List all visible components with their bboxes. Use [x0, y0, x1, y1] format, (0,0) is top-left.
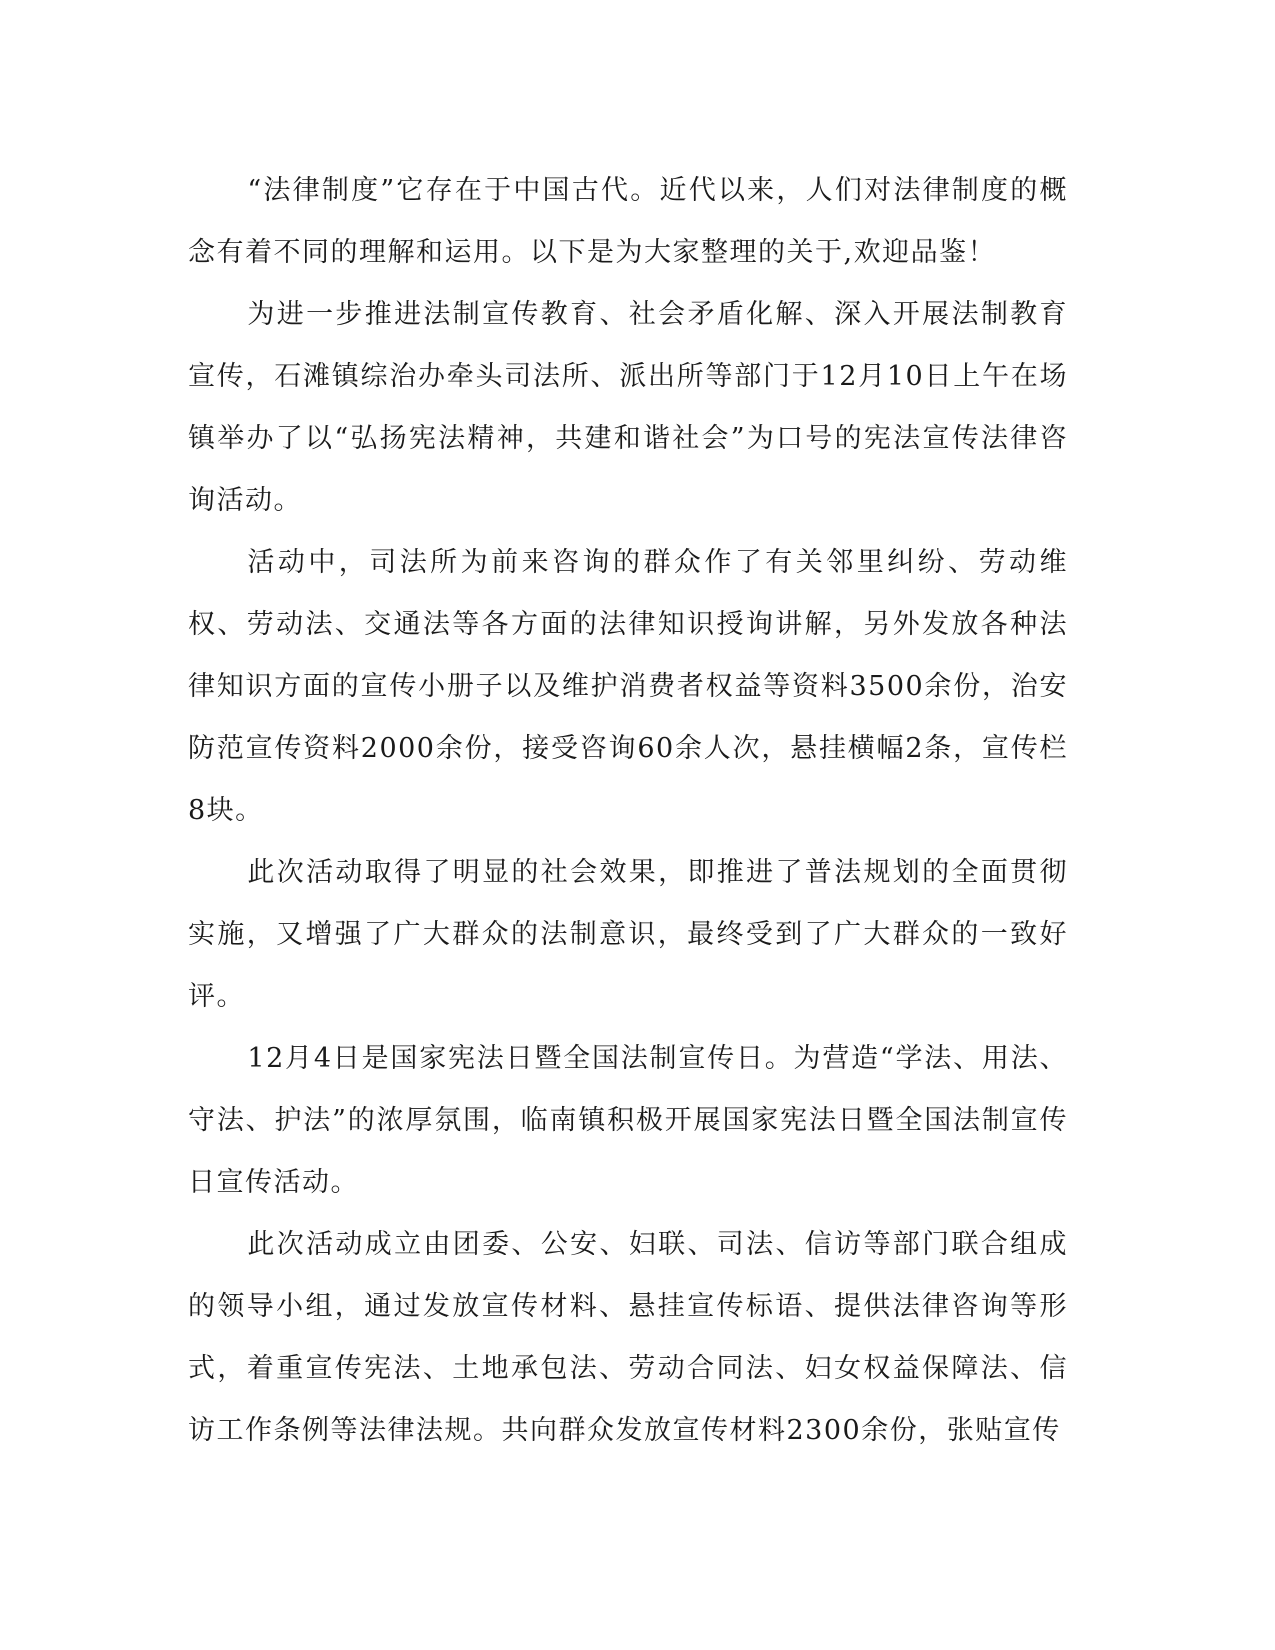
paragraph-constitution-day: 12月4日是国家宪法日暨全国法制宣传日。为营造“学法、用法、守法、护法”的浓厚氛围，临南镇积极开展国家宪法日暨全国法制宣传日宣传活动。 — [188, 1043, 1068, 1198]
paragraph-activity-details: 活动中，司法所为前来咨询的群众作了有关邻里纠纷、劳动维权、劳动法、交通法等各方面的法律知识授询讲解，另外发放各种法律知识方面的宣传小册子以及维护消费者权益等资料3500余份，治安防范宣传资料2000余份，接受咨询60余人次，悬挂横幅2条，宣传栏8块。 — [188, 547, 1068, 826]
paragraph-effect: 此次活动取得了明显的社会效果，即推进了普法规划的全面贯彻实施，又增强了广大群众的法制意识，最终受到了广大群众的一致好评。 — [188, 857, 1068, 1012]
paragraph-shitan-event: 为进一步推进法制宣传教育、社会矛盾化解、深入开展法制教育宣传，石滩镇综治办牵头司法所、派出所等部门于12月10日上午在场镇举办了以“弘扬宪法精神，共建和谐社会”为口号的宪法宣传法律咨询活动。 — [188, 299, 1068, 516]
paragraph-intro: “法律制度”它存在于中国古代。近代以来，人们对法律制度的概念有着不同的理解和运用。以下是为大家整理的关于,欢迎品鉴！ — [188, 175, 1068, 268]
document-body — [188, 160, 1068, 1462]
paragraph-linnan-activity: 此次活动成立由团委、公安、妇联、司法、信访等部门联合组成的领导小组，通过发放宣传材料、悬挂宣传标语、提供法律咨询等形式，着重宣传宪法、土地承包法、劳动合同法、妇女权益保障法、信访工作条例等法律法规。共向群众发放宣传材料2300余份，张贴宣传 — [188, 1229, 1068, 1446]
